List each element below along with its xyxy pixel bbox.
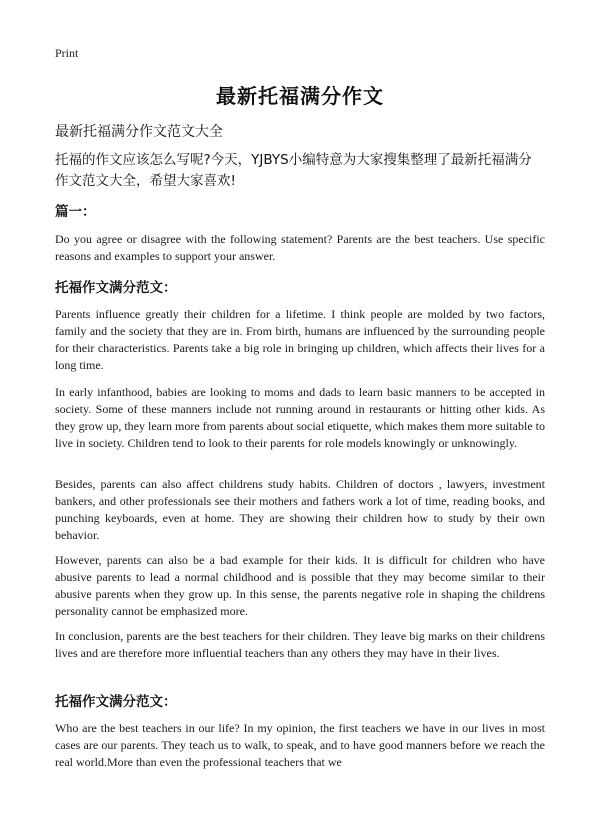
print-link[interactable]: Print <box>55 46 79 60</box>
page-title: 最新托福满分作文 <box>216 84 384 108</box>
essay1-paragraph-4: However, parents can also be a bad example for their kids. It is difficult for children who have abusive parents to lead a normal childhood and is possible that they may become similar to their abusive parents when they grow up. In this sense, the parents negative role in shaping the childrens personality cannot be emphasized more. <box>55 553 545 618</box>
essay1-paragraph-5: In conclusion, parents are the best teachers for their children. They leave big marks on their childrens lives and are therefore more influential teachers than any others they may have in their lives. <box>55 629 545 660</box>
intro-paragraph: 托福的作文应该怎么写呢?今天，YJBYS小编特意为大家搜集整理了最新托福满分作文范文大全，希望大家喜欢! <box>55 152 532 189</box>
essay1-paragraph-3: Besides, parents can also affect childrens study habits. Children of doctors , lawyers, investment bankers, and other professionals see their mothers and fathers work a lot of time, reading books, and punching keyboards, even at home. They are showing their children how to study by their own behavior. <box>55 477 545 542</box>
page-subtitle: 最新托福满分作文范文大全 <box>55 124 223 140</box>
essay1-paragraph-2: In early infanthood, babies are looking to moms and dads to learn basic manners to be accepted in society. Some of these manners include not running around in restaurants or hitting other kids. As they grow up, they learn more from parents about social etiquette, which makes them more suitable to live in society. Children tend to look to their parents for role models knowingly or unknowingly. <box>55 385 545 450</box>
essay-heading-1: 托福作文满分范文： <box>55 280 177 296</box>
section-heading-1: 篇一： <box>55 204 96 220</box>
essay2-paragraph-1: Who are the best teachers in our life? In my opinion, the first teachers we have in our lives in most cases are our parents. They teach us to walk, to speak, and to have good manners before we reach the real world.More than even the professional teachers that we <box>55 721 545 769</box>
essay1-paragraph-1: Parents influence greatly their children for a lifetime. I think people are molded by two factors, family and the society that they are in. From birth, humans are influenced by the surrounding people for their characteristics. Parents take a big role in bringing up children, which affects their lives for a long time. <box>55 307 545 372</box>
essay-heading-2: 托福作文满分范文： <box>55 694 177 710</box>
essay-prompt: Do you agree or disagree with the following statement? Parents are the best teachers. Use specific reasons and examples to support your answer. <box>55 232 545 263</box>
